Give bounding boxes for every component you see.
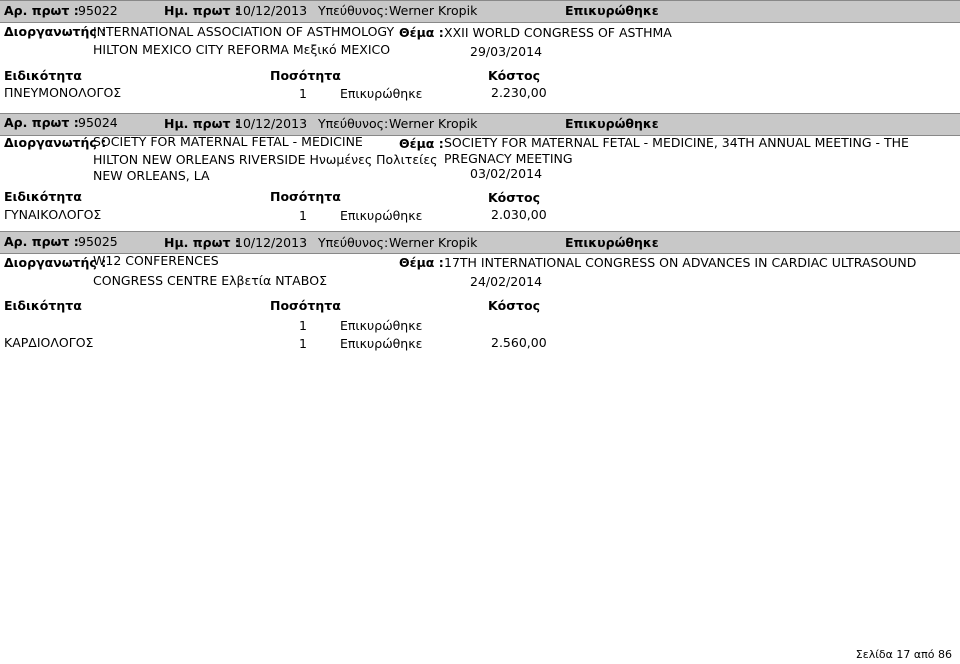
ar-prot-label: Αρ. πρωτ : bbox=[4, 115, 79, 130]
record-95025 bbox=[0, 231, 960, 355]
ar-prot-value: 95024 bbox=[78, 115, 118, 130]
im-prot-value: 10/12/2013 bbox=[235, 3, 308, 18]
row-qty: 1 bbox=[299, 208, 307, 223]
im-prot-label: Ημ. πρωτ : bbox=[164, 3, 240, 18]
organizer-label: Διοργανωτής : bbox=[4, 24, 107, 39]
im-prot-label: Ημ. πρωτ : bbox=[164, 235, 240, 250]
ar-prot-value: 95022 bbox=[78, 3, 118, 18]
topic-value: SOCIETY FOR MATERNAL FETAL - MEDICINE, 34TH ANNUAL MEETING - THE PREGNACY MEETING bbox=[444, 135, 909, 166]
record-95022 bbox=[0, 0, 960, 113]
row-qty: 1 bbox=[299, 336, 307, 351]
record-header-bar bbox=[0, 0, 960, 23]
record-header-bar bbox=[0, 113, 960, 136]
person-label: Υπεύθυνος: bbox=[318, 3, 389, 18]
topic-label: Θέμα : bbox=[399, 255, 444, 270]
status-header: Επικυρώθηκε bbox=[565, 3, 659, 18]
topic-value: XXII WORLD CONGRESS OF ASTHMA bbox=[444, 25, 672, 40]
quantity-header: Ποσότητα bbox=[270, 68, 341, 83]
page-number: Σελίδα 17 από 86 bbox=[855, 648, 952, 661]
status-header: Επικυρώθηκε bbox=[565, 116, 659, 131]
ar-prot-label: Αρ. πρωτ : bbox=[4, 234, 79, 249]
organizer-label: Διοργανωτής : bbox=[4, 135, 107, 150]
event-date: 29/03/2014 bbox=[470, 44, 543, 59]
im-prot-value: 10/12/2013 bbox=[235, 235, 308, 250]
cost-header: Κόστος bbox=[488, 68, 540, 83]
cost-header: Κόστος bbox=[488, 190, 540, 205]
status-header: Επικυρώθηκε bbox=[565, 235, 659, 250]
row-specialty: ΠΝΕΥΜΟΝΟΛΟΓΟΣ bbox=[4, 85, 122, 100]
event-date: 24/02/2014 bbox=[470, 274, 543, 289]
person-value: Werner Kropik bbox=[389, 3, 478, 18]
organizer-value: W12 CONFERENCES bbox=[93, 253, 219, 268]
specialty-header: Ειδικότητα bbox=[4, 298, 82, 313]
organizer-value: SOCIETY FOR MATERNAL FETAL - MEDICINE bbox=[93, 134, 363, 149]
topic-label: Θέμα : bbox=[399, 25, 444, 40]
im-prot-label: Ημ. πρωτ : bbox=[164, 116, 240, 131]
row-status: Επικυρώθηκε bbox=[340, 86, 423, 101]
row-status: Επικυρώθηκε bbox=[340, 336, 423, 351]
ar-prot-value: 95025 bbox=[78, 234, 118, 249]
organizer-value: INTERNATIONAL ASSOCIATION OF ASTHMOLOGY bbox=[93, 24, 395, 39]
row-cost: 2.560,00 bbox=[491, 335, 547, 350]
person-value: Werner Kropik bbox=[389, 116, 478, 131]
organizer-label: Διοργανωτής : bbox=[4, 255, 107, 270]
person-value: Werner Kropik bbox=[389, 235, 478, 250]
row-specialty: ΚΑΡΔΙΟΛΟΓΟΣ bbox=[4, 335, 94, 350]
row-specialty: ΓΥΝΑΙΚΟΛΟΓΟΣ bbox=[4, 207, 102, 222]
person-label: Υπεύθυνος: bbox=[318, 235, 389, 250]
specialty-header: Ειδικότητα bbox=[4, 189, 82, 204]
quantity-header: Ποσότητα bbox=[270, 189, 341, 204]
row-status: Επικυρώθηκε bbox=[340, 208, 423, 223]
row-cost: 2.030,00 bbox=[491, 207, 547, 222]
event-date: 03/02/2014 bbox=[470, 166, 543, 181]
specialty-header: Ειδικότητα bbox=[4, 68, 82, 83]
topic-value: 17TH INTERNATIONAL CONGRESS ON ADVANCES IN CARDIAC ULTRASOUND bbox=[444, 255, 917, 270]
venue-value: CONGRESS CENTRE Ελβετία ΝΤΑΒΟΣ bbox=[93, 273, 328, 288]
row-cost: 2.230,00 bbox=[491, 85, 547, 100]
row-qty: 1 bbox=[299, 86, 307, 101]
row-qty: 1 bbox=[299, 318, 307, 333]
quantity-header: Ποσότητα bbox=[270, 298, 341, 313]
cost-header: Κόστος bbox=[488, 298, 540, 313]
ar-prot-label: Αρ. πρωτ : bbox=[4, 3, 79, 18]
venue-value: HILTON NEW ORLEANS RIVERSIDE Ηνωμένες Πολιτείες NEW ORLEANS, LA bbox=[93, 152, 438, 183]
person-label: Υπεύθυνος: bbox=[318, 116, 389, 131]
topic-label: Θέμα : bbox=[399, 136, 444, 151]
record-header-bar bbox=[0, 231, 960, 254]
row-status: Επικυρώθηκε bbox=[340, 318, 423, 333]
im-prot-value: 10/12/2013 bbox=[235, 116, 308, 131]
record-95024 bbox=[0, 113, 960, 231]
venue-value: HILTON MEXICO CITY REFORMA Μεξικό MEXICO bbox=[93, 42, 391, 57]
